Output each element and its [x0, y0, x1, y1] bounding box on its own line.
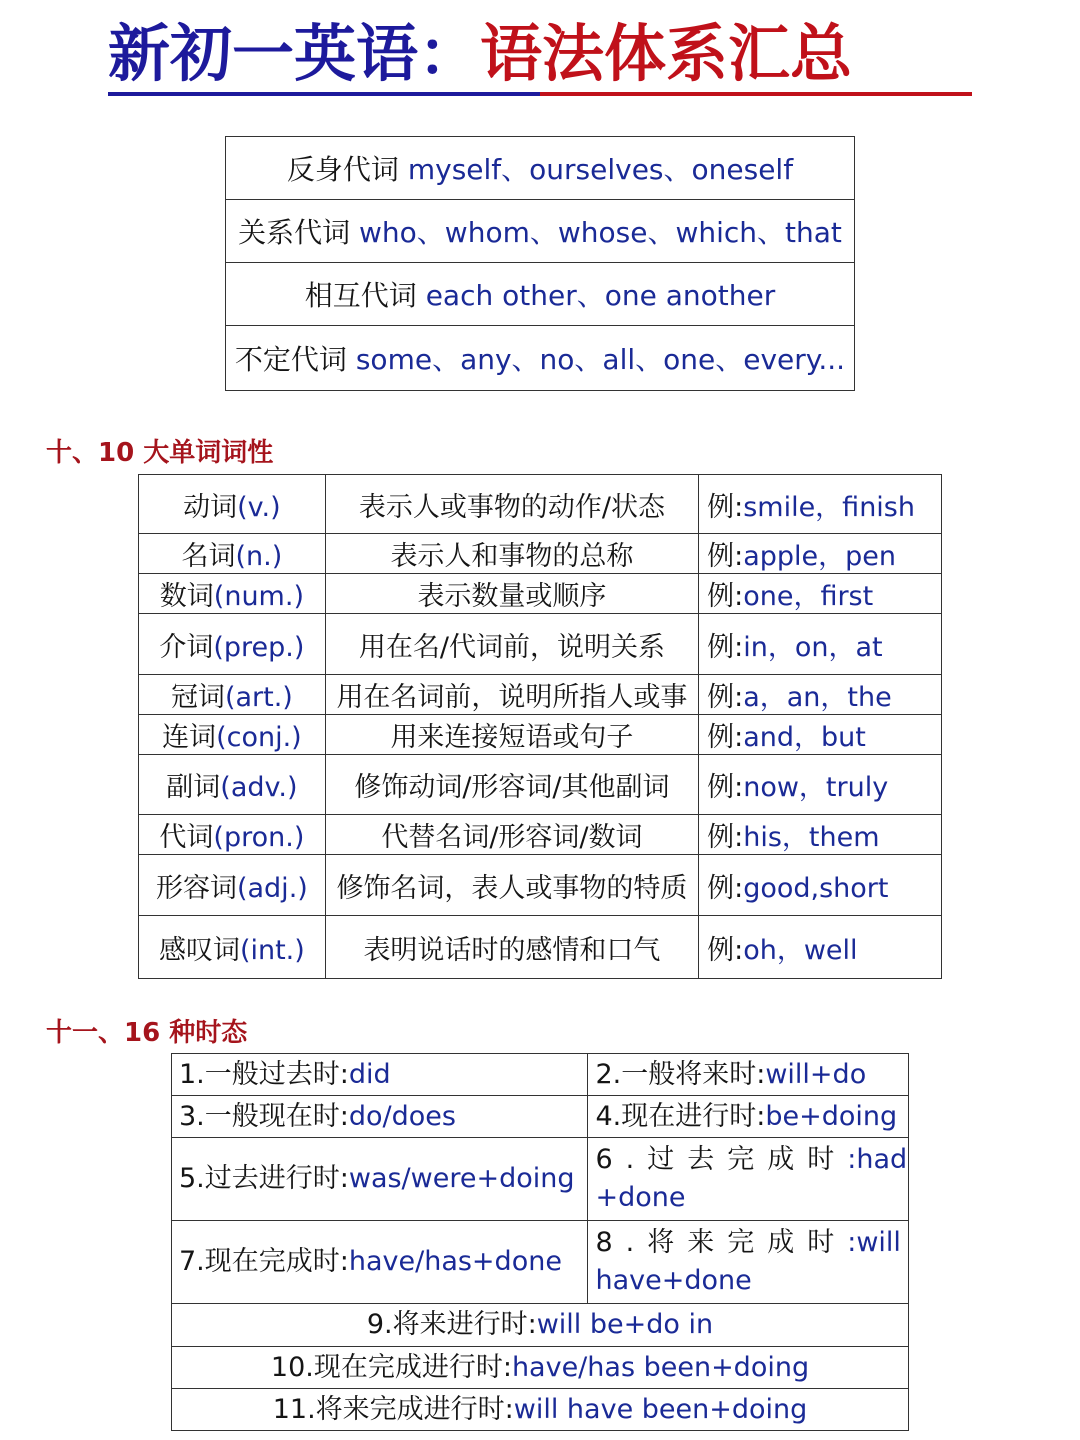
parts-of-speech-table — [138, 474, 942, 979]
word-class-name: 感叹词 — [158, 934, 240, 966]
tense-name: 9.将来进行时: — [366, 1309, 537, 1340]
tense-name: 11.将来完成进行时: — [272, 1393, 514, 1425]
word-class-description: 修饰动词/形容词/其他副词 — [325, 755, 698, 815]
tense-cell — [172, 1054, 588, 1096]
example-words: in，on，at — [743, 631, 883, 663]
word-class-name: 介词 — [159, 631, 214, 663]
word-class-name: 数词 — [159, 581, 214, 612]
tense-cell — [172, 1389, 909, 1431]
word-class-abbr: (pron.) — [213, 822, 305, 853]
tense-form: be+doing — [765, 1100, 898, 1132]
word-class-example — [699, 534, 942, 574]
example-prefix: 例: — [707, 822, 744, 853]
word-class-cell — [139, 534, 326, 574]
word-class-cell — [139, 715, 326, 755]
example-words: apple，pen — [743, 541, 897, 572]
word-class-abbr: (adj.) — [236, 872, 308, 904]
word-class-description: 代替名词/形容词/数词 — [325, 815, 698, 855]
table-row — [172, 1304, 909, 1347]
table-row — [172, 1221, 909, 1304]
word-class-example — [699, 855, 942, 916]
page-title — [108, 14, 972, 94]
table-row — [172, 1096, 909, 1138]
word-class-name: 名词 — [181, 541, 236, 572]
tense-form: will have been+doing — [513, 1393, 808, 1425]
word-class-cell — [139, 815, 326, 855]
word-class-example — [699, 916, 942, 979]
table-row — [139, 534, 942, 574]
table-row — [172, 1347, 909, 1389]
table-row — [139, 755, 942, 815]
table-cell — [226, 137, 855, 200]
word-class-cell — [139, 675, 326, 715]
word-class-name: 形容词 — [155, 872, 237, 904]
tense-form: do/does — [348, 1100, 456, 1132]
word-class-cell — [139, 916, 326, 979]
example-prefix: 例: — [707, 872, 744, 904]
example-prefix: 例: — [707, 934, 744, 966]
tense-form: did — [348, 1058, 391, 1090]
example-words: now，truly — [743, 772, 889, 803]
tense-name: 10.现在完成进行时: — [270, 1351, 512, 1383]
word-class-example — [699, 574, 942, 614]
table-row — [139, 475, 942, 534]
tense-table — [171, 1053, 909, 1431]
tense-form: have/has+done — [348, 1246, 562, 1277]
title-underline-red — [540, 92, 972, 96]
table-cell — [226, 263, 855, 326]
word-class-abbr: (int.) — [239, 934, 305, 966]
word-class-cell — [139, 855, 326, 916]
word-class-cell — [139, 614, 326, 675]
example-words: his，them — [743, 822, 880, 853]
example-prefix: 例: — [707, 491, 744, 523]
table-cell — [226, 200, 855, 263]
table-row — [226, 137, 855, 200]
tense-cell — [588, 1221, 909, 1304]
table-row — [172, 1138, 909, 1221]
example-prefix: 例: — [707, 581, 744, 612]
tense-cell — [172, 1221, 588, 1304]
word-class-description: 修饰名词，表人或事物的特质 — [325, 855, 698, 916]
tense-name: 7.现在完成时: — [179, 1246, 349, 1277]
word-class-description: 表示人或事物的动作/状态 — [325, 475, 698, 534]
word-class-name: 冠词 — [170, 682, 225, 713]
word-class-name: 副词 — [166, 772, 221, 803]
example-words: smile，finish — [743, 491, 915, 523]
tense-name: 8.将来完成时 — [595, 1227, 848, 1258]
tense-form: :had — [847, 1144, 908, 1175]
table-row — [172, 1054, 909, 1096]
table-row — [226, 200, 855, 263]
table-row — [139, 614, 942, 675]
word-class-cell — [139, 755, 326, 815]
pronoun-words: some、any、no、all、one、every... — [355, 343, 846, 376]
section-heading-parts-of-speech: 十、10 大单词词性 — [46, 438, 274, 468]
example-prefix: 例: — [707, 631, 744, 663]
pronoun-words: each other、one another — [425, 279, 776, 312]
table-row — [139, 916, 942, 979]
pronoun-words: myself、ourselves、oneself — [407, 153, 794, 186]
pronoun-words: who、whom、whose、which、that — [359, 216, 842, 249]
pronoun-label: 反身代词 — [286, 153, 399, 186]
tense-cell — [172, 1138, 588, 1221]
word-class-description: 表明说话时的感情和口气 — [325, 916, 698, 979]
word-class-description: 表示人和事物的总称 — [325, 534, 698, 574]
word-class-abbr: (conj.) — [216, 722, 302, 753]
word-class-example — [699, 614, 942, 675]
title-right: 语法体系汇总 — [480, 17, 853, 90]
tense-name: 4.现在进行时: — [595, 1100, 766, 1132]
word-class-description: 用在名词前，说明所指人或事 — [325, 675, 698, 715]
tense-form: was/were+doing — [348, 1163, 575, 1194]
tense-cell — [588, 1096, 909, 1138]
word-class-example — [699, 815, 942, 855]
table-row — [226, 326, 855, 391]
table-row — [226, 263, 855, 326]
tense-form: :will — [847, 1227, 901, 1258]
example-prefix: 例: — [707, 722, 744, 753]
table-row — [139, 715, 942, 755]
word-class-description: 用在名/代词前，说明关系 — [325, 614, 698, 675]
section-heading-tenses: 十一、16 种时态 — [46, 1018, 248, 1048]
table-row — [139, 815, 942, 855]
tense-cell — [172, 1096, 588, 1138]
example-prefix: 例: — [707, 682, 744, 713]
tense-name: 6.过去完成时 — [595, 1144, 848, 1175]
tense-cell — [588, 1138, 909, 1221]
example-prefix: 例: — [707, 541, 744, 572]
tense-form: have/has been+doing — [511, 1351, 810, 1383]
word-class-name: 动词 — [183, 491, 238, 523]
tense-cell — [172, 1347, 909, 1389]
word-class-example — [699, 675, 942, 715]
table-row — [139, 855, 942, 916]
word-class-abbr: (art.) — [224, 682, 293, 713]
word-class-abbr: (v.) — [237, 491, 281, 523]
word-class-description: 用来连接短语或句子 — [325, 715, 698, 755]
title-underline-blue — [108, 92, 540, 96]
table-row — [139, 675, 942, 715]
tense-form-continued: have+done — [595, 1265, 752, 1296]
word-class-example — [699, 715, 942, 755]
word-class-example — [699, 475, 942, 534]
title-left: 新初一英语： — [108, 17, 481, 90]
word-class-cell — [139, 574, 326, 614]
word-class-cell — [139, 475, 326, 534]
tense-cell — [588, 1054, 909, 1096]
pronoun-label: 相互代词 — [304, 279, 417, 312]
tense-name: 5.过去进行时: — [179, 1163, 349, 1194]
pronoun-label: 关系代词 — [238, 216, 351, 249]
word-class-name: 代词 — [159, 822, 214, 853]
tense-form-continued: +done — [595, 1182, 686, 1213]
word-class-description: 表示数量或顺序 — [325, 574, 698, 614]
example-words: one，first — [743, 581, 874, 612]
example-words: and，but — [743, 722, 866, 753]
pronoun-table — [225, 136, 855, 391]
example-words: good,short — [743, 872, 889, 904]
tense-form: will+do — [765, 1058, 867, 1090]
word-class-abbr: (n.) — [235, 541, 283, 572]
word-class-abbr: (num.) — [213, 581, 304, 612]
example-words: oh，well — [743, 934, 858, 966]
word-class-abbr: (prep.) — [213, 631, 305, 663]
table-row — [172, 1389, 909, 1431]
tense-name: 2.一般将来时: — [595, 1058, 766, 1090]
tense-name: 3.一般现在时: — [179, 1100, 349, 1132]
table-cell — [226, 326, 855, 391]
tense-name: 1.一般过去时: — [179, 1058, 349, 1090]
pronoun-label: 不定代词 — [234, 343, 347, 376]
example-prefix: 例: — [707, 772, 744, 803]
tense-form: will be+do in — [536, 1309, 714, 1340]
word-class-abbr: (adv.) — [220, 772, 298, 803]
tense-cell — [172, 1304, 909, 1347]
word-class-name: 连词 — [162, 722, 217, 753]
table-row — [139, 574, 942, 614]
example-words: a，an，the — [743, 682, 892, 713]
word-class-example — [699, 755, 942, 815]
